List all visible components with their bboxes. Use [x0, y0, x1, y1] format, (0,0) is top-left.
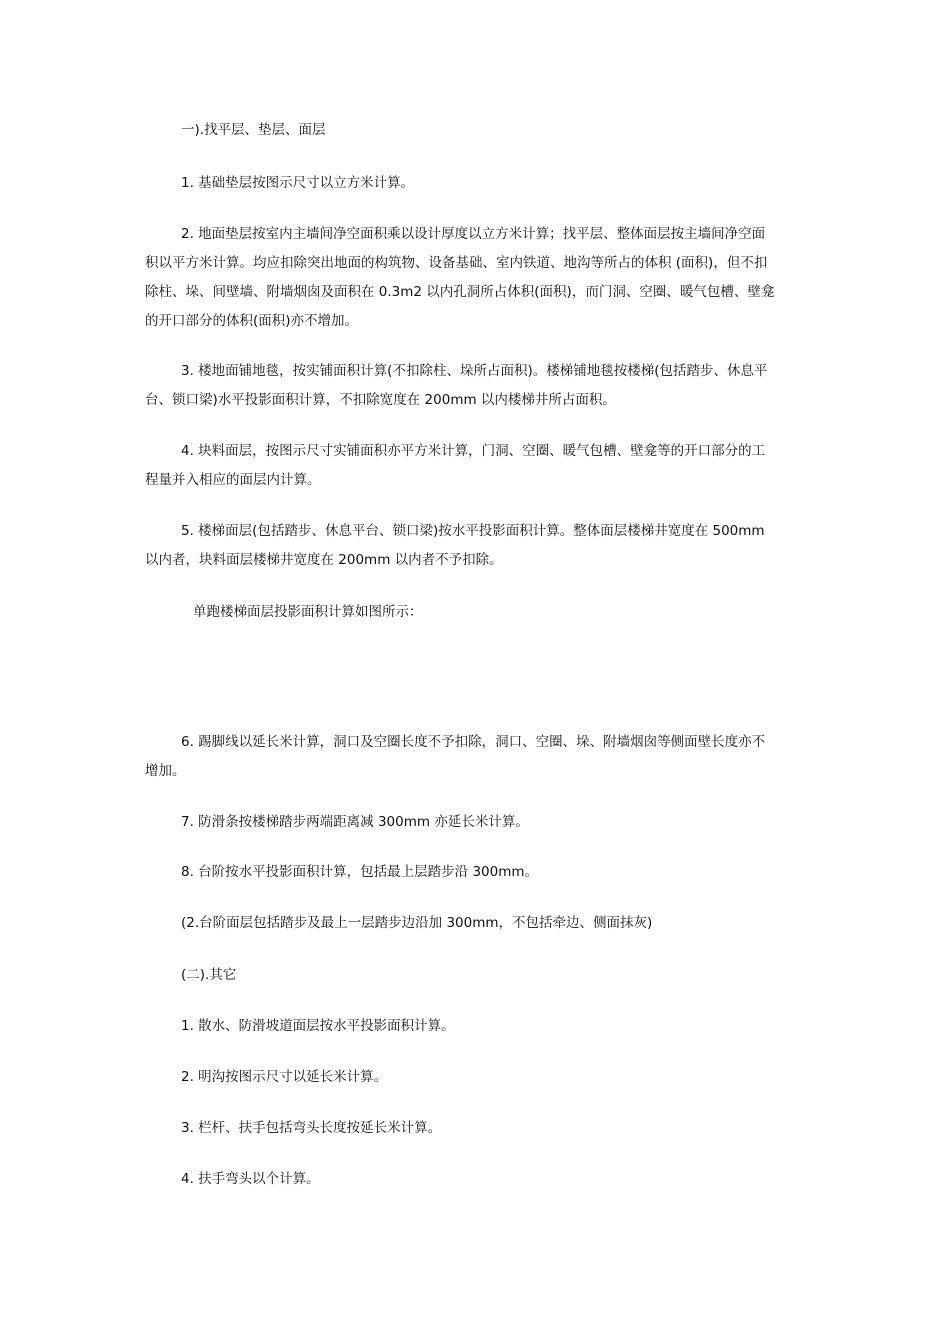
figure-placeholder [145, 640, 805, 720]
paragraph-line: 4. 扶手弯头以个计算。 [181, 1171, 320, 1187]
paragraph-2-3 [145, 1114, 805, 1143]
section-heading-1-text: 一).找平层、垫层、面层 [181, 122, 326, 138]
paragraph-line: 8. 台阶按水平投影面积计算，包括最上层踏步沿 300mm。 [181, 864, 539, 880]
paragraph-line: 3. 栏杆、扶手包括弯头长度按延长米计算。 [181, 1120, 442, 1136]
paragraph-1-8 [145, 858, 805, 887]
paragraph-line: 增加。 [145, 763, 186, 779]
paragraph-1-3 [145, 357, 805, 415]
paragraph-line: 程量并入相应的面层内计算。 [145, 472, 321, 488]
section-heading-2-text: (二).其它 [181, 967, 237, 983]
paragraph-1-4 [145, 437, 805, 495]
paragraph-line: 7. 防滑条按楼梯踏步两端距离减 300mm 亦延长米计算。 [181, 814, 529, 830]
paragraph-1-6 [145, 728, 805, 786]
paragraph-1-2 [145, 220, 805, 336]
paragraph-line: 台、锁口梁)水平投影面积计算，不扣除宽度在 200mm 以内楼梯井所占面积。 [145, 392, 616, 408]
paragraph-line: 单跑楼梯面层投影面积计算如图所示： [193, 604, 423, 620]
paragraph-line: 的开口部分的体积(面积)亦不增加。 [145, 313, 359, 329]
paragraph-line: 积以平方米计算。均应扣除突出地面的构筑物、设备基础、室内铁道、地沟等所占的体积 (面积)，但不扣 [145, 255, 768, 271]
paragraph-2-1 [145, 1012, 805, 1041]
section-heading-2 [145, 961, 805, 990]
paragraph-1-7 [145, 808, 805, 837]
paragraph-note [145, 909, 805, 938]
paragraph-line: 5. 楼梯面层(包括踏步、休息平台、锁口梁)按水平投影面积计算。整体面层楼梯井宽度在 500mm [181, 523, 765, 539]
paragraph-line: 6. 踢脚线以延长米计算，洞口及空圈长度不予扣除，洞口、空圈、垛、附墙烟囱等侧面壁长度亦不 [181, 734, 766, 750]
section-heading-1 [145, 116, 805, 145]
paragraph-1-5 [145, 517, 805, 575]
paragraph-line: 1. 基础垫层按图示尺寸以立方米计算。 [181, 175, 415, 191]
paragraph-line: 4. 块料面层，按图示尺寸实铺面积亦平方米计算，门洞、空圈、暖气包槽、壁龛等的开口部分的工 [181, 443, 766, 459]
figure-caption [145, 598, 805, 627]
paragraph-line: 除柱、垛、间壁墙、附墙烟囱及面积在 0.3m2 以内孔洞所占体积(面积)，而门洞、空圈、暖气包槽、壁龛 [145, 284, 775, 300]
paragraph-line: 1. 散水、防滑坡道面层按水平投影面积计算。 [181, 1018, 455, 1034]
paragraph-2-4 [145, 1165, 805, 1194]
paragraph-2-2 [145, 1063, 805, 1092]
paragraph-line: 2. 明沟按图示尺寸以延长米计算。 [181, 1069, 388, 1085]
paragraph-line: 3. 楼地面铺地毯，按实铺面积计算(不扣除柱、垛所占面积)。楼梯铺地毯按楼梯(包括踏步、休息平 [181, 363, 768, 379]
paragraph-1-1 [145, 169, 805, 198]
paragraph-line: (2.台阶面层包括踏步及最上一层踏步边沿加 300mm，不包括牵边、侧面抹灰) [181, 915, 653, 931]
paragraph-line: 2. 地面垫层按室内主墙间净空面积乘以设计厚度以立方米计算；找平层、整体面层按主墙间净空面 [181, 226, 766, 242]
paragraph-line: 以内者，块料面层楼梯井宽度在 200mm 以内者不予扣除。 [145, 552, 503, 568]
